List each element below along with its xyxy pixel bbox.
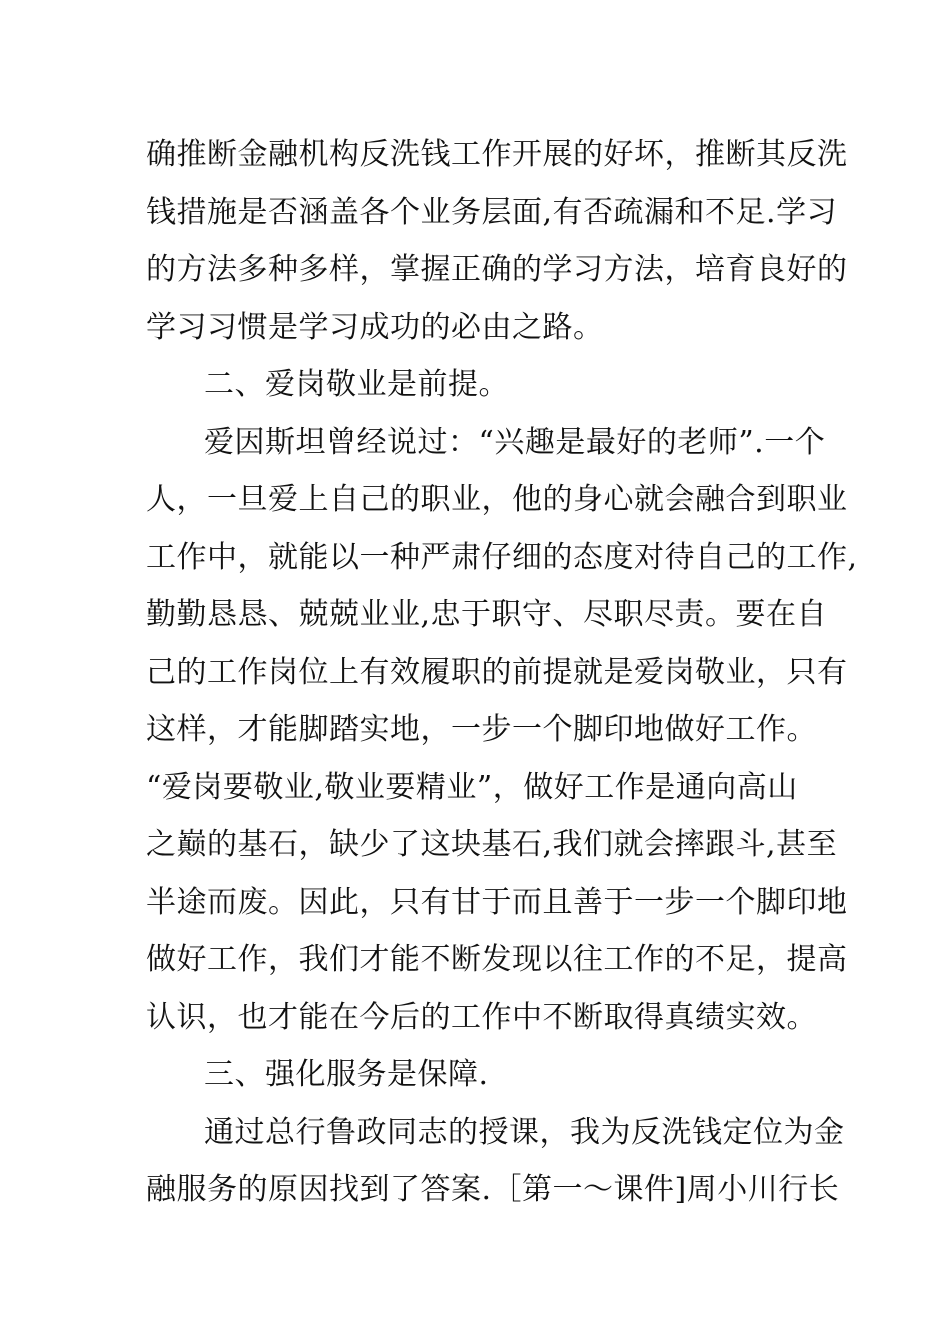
text-line: 学习习惯是学习成功的必由之路。 [146,309,604,345]
section-heading: 三、强化服务是保障. [204,1057,489,1092]
text-line: “爱岗要敬业,敬业要精业”，做好工作是通向高山 [146,769,798,805]
document-body [146,126,858,1219]
text-line: 确推断金融机构反洗钱工作开展的好坏，推断其反洗 [146,137,848,172]
text-line: 爱因斯坦曾经说过：“兴趣是最好的老师”.一个 [204,424,826,460]
text-line: 融服务的原因找到了答案.［第一～课件]周小川行长 [146,1172,840,1207]
text-line: 钱措施是否涵盖各个业务层面,有否疏漏和不足.学习 [146,194,838,230]
text-line: 己的工作岗位上有效履职的前提就是爱岗敬业，只有 [146,654,848,690]
text-line: 工作中，就能以一种严肃仔细的态度对待自己的工作, [146,539,858,575]
text-line: 的方法多种多样，掌握正确的学习方法，培育良好的 [146,252,848,287]
text-line: 认识，也才能在今后的工作中不断取得真绩实效。 [146,999,817,1035]
text-line: 半途而废。因此，只有甘于而且善于一步一个脚印地 [146,884,848,920]
text-line: 这样，才能脚踏实地，一步一个脚印地做好工作。 [146,712,817,747]
text-line: 勤勤恳恳、兢兢业业,忠于职守、尽职尽责。要在自 [146,597,828,632]
section-heading: 二、爱岗敬业是前提。 [204,367,509,402]
text-line: 人，一旦爱上自己的职业，他的身心就会融合到职业 [146,482,848,517]
text-line: 做好工作，我们才能不断发现以往工作的不足，提高 [146,942,848,977]
text-line: 通过总行鲁政同志的授课，我为反洗钱定位为金 [204,1114,845,1150]
text-line: 之巅的基石，缺少了这块基石,我们就会摔跟斗,甚至 [146,827,838,862]
